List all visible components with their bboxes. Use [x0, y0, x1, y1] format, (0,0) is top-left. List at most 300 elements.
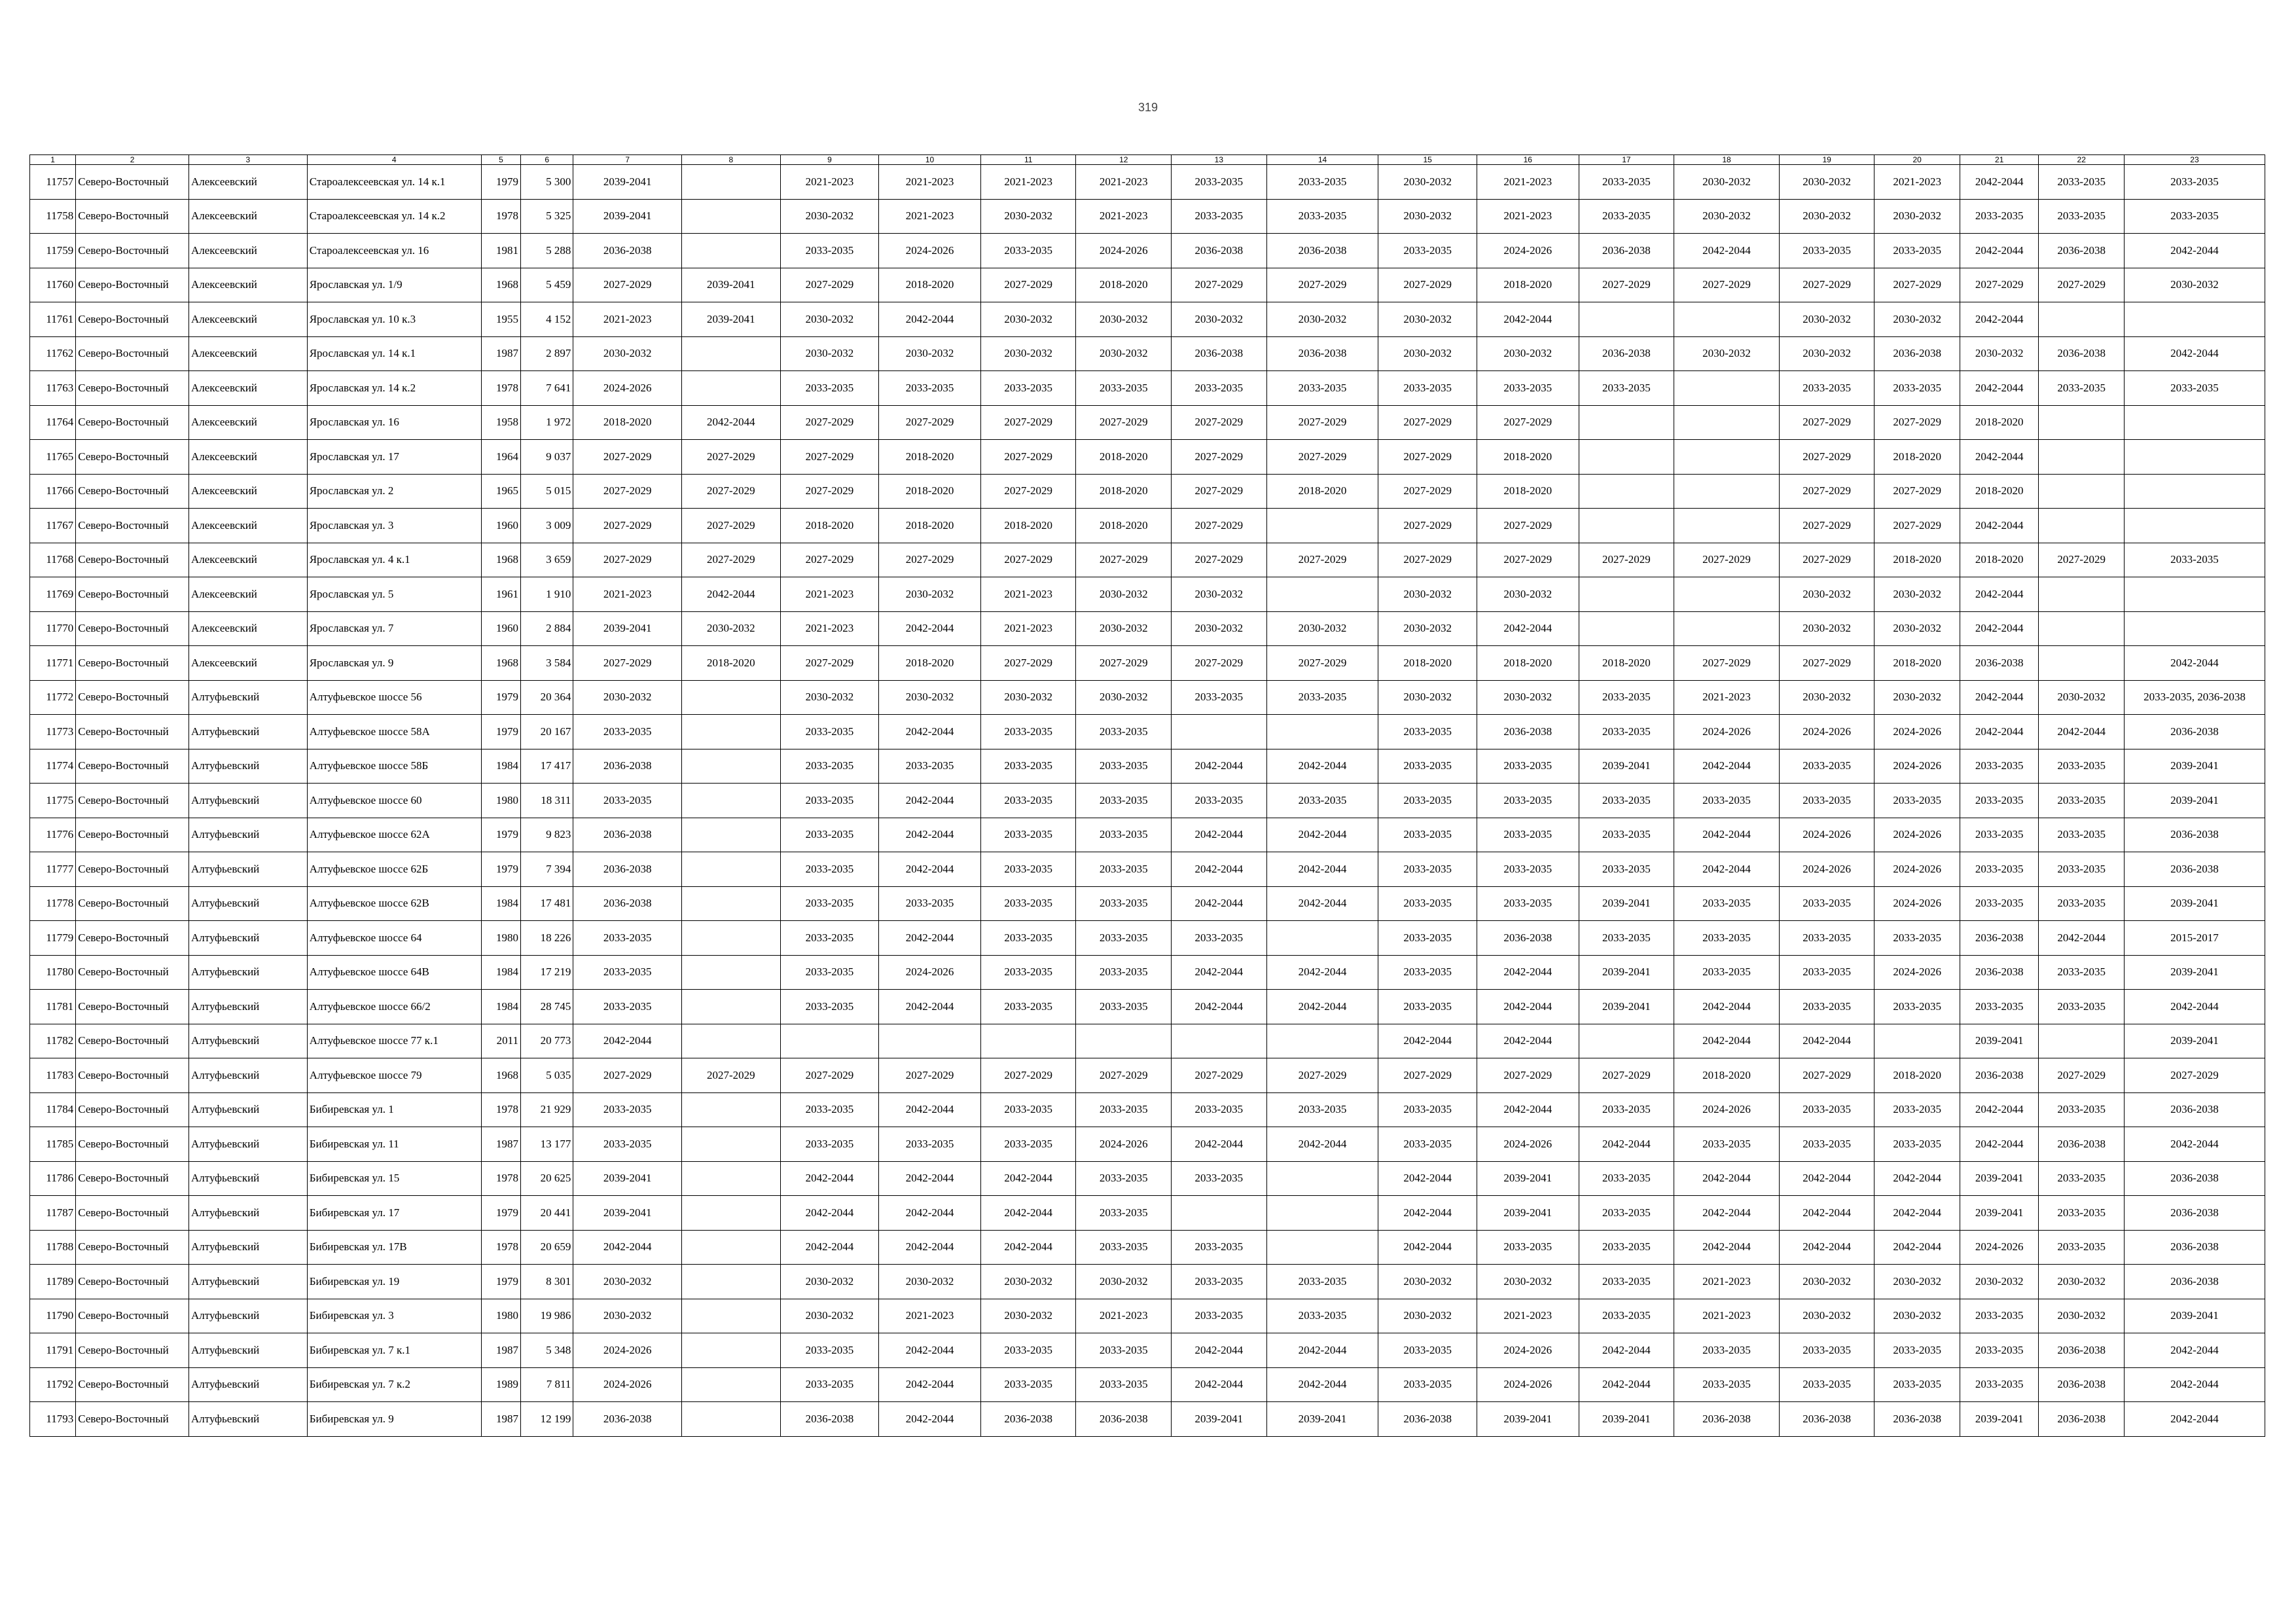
table-cell-col-7: 2036-2038 [573, 749, 682, 784]
table-cell-col-16: 2030-2032 [1477, 680, 1579, 715]
table-cell-col-9: 2042-2044 [780, 1161, 879, 1196]
table-cell-col-21: 2033-2035 [1960, 749, 2038, 784]
table-cell-col-12: 2027-2029 [1076, 405, 1172, 440]
table-cell-col-15: 2033-2035 [1378, 784, 1477, 818]
table-cell-col-8: 2018-2020 [682, 646, 781, 681]
table-cell-col-10: 2042-2044 [879, 1333, 981, 1368]
table-row [30, 1161, 2265, 1196]
table-cell-col-11: 2027-2029 [980, 440, 1076, 475]
table-cell-col-19: 2024-2026 [1779, 715, 1874, 749]
table-cell-col-9: 2018-2020 [780, 509, 879, 543]
table-cell-col-16: 2030-2032 [1477, 336, 1579, 371]
table-cell-col-6: 5 300 [521, 165, 573, 200]
column-number-6: 6 [521, 155, 573, 165]
table-cell-col-12: 2033-2035 [1076, 1367, 1172, 1402]
table-cell-col-14: 2033-2035 [1266, 371, 1378, 406]
table-cell-col-9: 2021-2023 [780, 577, 879, 612]
column-number-19: 19 [1779, 155, 1874, 165]
table-cell-col-18: 2042-2044 [1674, 1024, 1780, 1058]
table-body [30, 165, 2265, 1437]
table-cell-col-21: 2033-2035 [1960, 784, 2038, 818]
table-cell-col-12: 2024-2026 [1076, 234, 1172, 268]
table-cell-col-12: 2033-2035 [1076, 852, 1172, 887]
table-cell-col-15: 2042-2044 [1378, 1024, 1477, 1058]
table-cell-col-9: 2030-2032 [780, 336, 879, 371]
table-cell-col-13: 2030-2032 [1172, 577, 1267, 612]
table-cell-col-5: 1984 [481, 955, 520, 990]
table-cell-col-17: 2033-2035 [1579, 1161, 1674, 1196]
table-cell-col-3: Алтуфьевский [188, 1127, 307, 1162]
table-cell-col-9: 2027-2029 [780, 268, 879, 302]
table-cell-col-4: Алтуфьевское шоссе 56 [307, 680, 481, 715]
table-cell-col-6: 19 986 [521, 1299, 573, 1333]
table-cell-col-21: 2042-2044 [1960, 611, 2038, 646]
table-cell-col-21: 2024-2026 [1960, 1230, 2038, 1265]
table-cell-col-8 [682, 336, 781, 371]
column-number-2: 2 [76, 155, 189, 165]
column-number-14: 14 [1266, 155, 1378, 165]
table-cell-col-9: 2033-2035 [780, 1333, 879, 1368]
table-cell-col-14: 2018-2020 [1266, 474, 1378, 509]
table-cell-col-2: Северо-Восточный [76, 543, 189, 577]
table-cell-col-10: 2021-2023 [879, 165, 981, 200]
table-cell-col-8 [682, 1333, 781, 1368]
table-cell-col-4: Бибиревская ул. 17В [307, 1230, 481, 1265]
table-cell-col-4: Алтуфьевское шоссе 62Б [307, 852, 481, 887]
table-cell-col-11: 2033-2035 [980, 1367, 1076, 1402]
table-cell-col-12: 2021-2023 [1076, 199, 1172, 234]
table-cell-col-6: 20 167 [521, 715, 573, 749]
table-cell-col-21: 2039-2041 [1960, 1402, 2038, 1437]
table-cell-col-18 [1674, 371, 1780, 406]
table-cell-col-13: 2033-2035 [1172, 1299, 1267, 1333]
table-cell-col-18: 2042-2044 [1674, 234, 1780, 268]
table-cell-col-19: 2030-2032 [1779, 302, 1874, 337]
table-cell-col-13: 2033-2035 [1172, 1230, 1267, 1265]
table-cell-col-23 [2124, 611, 2265, 646]
table-row [30, 474, 2265, 509]
table-row [30, 852, 2265, 887]
table-cell-col-8 [682, 371, 781, 406]
table-cell-col-22: 2033-2035 [2039, 199, 2125, 234]
table-cell-col-6: 1 972 [521, 405, 573, 440]
table-cell-col-13: 2027-2029 [1172, 543, 1267, 577]
table-cell-col-8 [682, 680, 781, 715]
column-number-row [30, 155, 2265, 165]
table-cell-col-10: 2024-2026 [879, 955, 981, 990]
table-cell-col-20: 2024-2026 [1874, 818, 1960, 852]
table-cell-col-6: 5 035 [521, 1058, 573, 1093]
table-cell-col-18: 2024-2026 [1674, 1092, 1780, 1127]
table-cell-col-10: 2018-2020 [879, 268, 981, 302]
table-cell-col-19: 2027-2029 [1779, 474, 1874, 509]
table-cell-col-1: 11758 [30, 199, 76, 234]
table-cell-col-13: 2033-2035 [1172, 371, 1267, 406]
table-cell-col-16: 2024-2026 [1477, 234, 1579, 268]
table-cell-col-9: 2033-2035 [780, 715, 879, 749]
table-cell-col-10: 2042-2044 [879, 852, 981, 887]
table-cell-col-18: 2042-2044 [1674, 1230, 1780, 1265]
table-cell-col-14: 2033-2035 [1266, 784, 1378, 818]
table-cell-col-17: 2027-2029 [1579, 1058, 1674, 1093]
table-cell-col-3: Алексеевский [188, 199, 307, 234]
table-cell-col-12 [1076, 1024, 1172, 1058]
table-cell-col-9: 2033-2035 [780, 852, 879, 887]
table-cell-col-1: 11765 [30, 440, 76, 475]
table-cell-col-9 [780, 1024, 879, 1058]
table-cell-col-14: 2027-2029 [1266, 646, 1378, 681]
table-cell-col-5: 1987 [481, 1333, 520, 1368]
table-cell-col-11: 2030-2032 [980, 680, 1076, 715]
table-cell-col-4: Ярославская ул. 5 [307, 577, 481, 612]
table-cell-col-16: 2027-2029 [1477, 543, 1579, 577]
table-cell-col-8: 2042-2044 [682, 577, 781, 612]
table-cell-col-21: 2042-2044 [1960, 371, 2038, 406]
table-cell-col-14: 2042-2044 [1266, 852, 1378, 887]
table-cell-col-15: 2033-2035 [1378, 955, 1477, 990]
table-cell-col-14: 2027-2029 [1266, 440, 1378, 475]
table-cell-col-23: 2039-2041 [2124, 784, 2265, 818]
table-cell-col-8: 2027-2029 [682, 543, 781, 577]
table-cell-col-8: 2027-2029 [682, 474, 781, 509]
table-cell-col-6: 12 199 [521, 1402, 573, 1437]
table-cell-col-21: 2042-2044 [1960, 577, 2038, 612]
table-cell-col-14: 2027-2029 [1266, 405, 1378, 440]
table-cell-col-3: Алтуфьевский [188, 1299, 307, 1333]
table-cell-col-23 [2124, 440, 2265, 475]
table-cell-col-3: Алексеевский [188, 646, 307, 681]
table-cell-col-2: Северо-Восточный [76, 268, 189, 302]
table-cell-col-14 [1266, 921, 1378, 956]
table-cell-col-21: 2027-2029 [1960, 268, 2038, 302]
table-cell-col-14: 2033-2035 [1266, 199, 1378, 234]
table-cell-col-5: 1980 [481, 784, 520, 818]
table-cell-col-9: 2036-2038 [780, 1402, 879, 1437]
table-cell-col-9: 2030-2032 [780, 1299, 879, 1333]
table-cell-col-11: 2027-2029 [980, 543, 1076, 577]
table-cell-col-22: 2042-2044 [2039, 921, 2125, 956]
table-cell-col-6: 20 441 [521, 1196, 573, 1231]
table-row [30, 1058, 2265, 1093]
table-row [30, 921, 2265, 956]
table-cell-col-19: 2033-2035 [1779, 990, 1874, 1024]
table-cell-col-19: 2024-2026 [1779, 818, 1874, 852]
table-cell-col-5: 1979 [481, 852, 520, 887]
table-cell-col-16: 2042-2044 [1477, 1024, 1579, 1058]
table-cell-col-17: 2033-2035 [1579, 1299, 1674, 1333]
table-cell-col-4: Староалексеевская ул. 14 к.2 [307, 199, 481, 234]
table-cell-col-4: Бибиревская ул. 1 [307, 1092, 481, 1127]
table-cell-col-22: 2033-2035 [2039, 818, 2125, 852]
table-cell-col-6: 3 009 [521, 509, 573, 543]
table-cell-col-15: 2030-2032 [1378, 302, 1477, 337]
table-cell-col-2: Северо-Восточный [76, 886, 189, 921]
table-cell-col-4: Ярославская ул. 7 [307, 611, 481, 646]
table-cell-col-14: 2030-2032 [1266, 611, 1378, 646]
table-cell-col-17: 2033-2035 [1579, 199, 1674, 234]
table-row [30, 336, 2265, 371]
table-cell-col-22 [2039, 611, 2125, 646]
table-cell-col-4: Ярославская ул. 16 [307, 405, 481, 440]
table-cell-col-4: Алтуфьевское шоссе 64 [307, 921, 481, 956]
table-cell-col-12: 2030-2032 [1076, 336, 1172, 371]
table-cell-col-12: 2027-2029 [1076, 646, 1172, 681]
table-cell-col-2: Северо-Восточный [76, 234, 189, 268]
table-cell-col-7: 2027-2029 [573, 543, 682, 577]
table-cell-col-10: 2018-2020 [879, 509, 981, 543]
table-cell-col-5: 1980 [481, 921, 520, 956]
table-cell-col-23 [2124, 405, 2265, 440]
table-cell-col-3: Алтуфьевский [188, 1265, 307, 1299]
table-cell-col-18: 2033-2035 [1674, 955, 1780, 990]
table-cell-col-5: 1968 [481, 268, 520, 302]
table-cell-col-19: 2033-2035 [1779, 921, 1874, 956]
table-cell-col-10: 2018-2020 [879, 440, 981, 475]
table-cell-col-5: 1984 [481, 749, 520, 784]
table-cell-col-10: 2027-2029 [879, 1058, 981, 1093]
table-cell-col-15: 2030-2032 [1378, 1265, 1477, 1299]
table-cell-col-14 [1266, 1024, 1378, 1058]
table-cell-col-3: Алтуфьевский [188, 1367, 307, 1402]
table-cell-col-16: 2042-2044 [1477, 1092, 1579, 1127]
table-cell-col-12: 2018-2020 [1076, 509, 1172, 543]
table-cell-col-8 [682, 165, 781, 200]
table-cell-col-2: Северо-Восточный [76, 818, 189, 852]
table-cell-col-5: 1981 [481, 234, 520, 268]
table-cell-col-16: 2018-2020 [1477, 268, 1579, 302]
table-cell-col-3: Алексеевский [188, 336, 307, 371]
table-cell-col-8 [682, 1402, 781, 1437]
table-cell-col-2: Северо-Восточный [76, 1127, 189, 1162]
table-cell-col-1: 11793 [30, 1402, 76, 1437]
table-cell-col-19: 2042-2044 [1779, 1196, 1874, 1231]
table-cell-col-8: 2039-2041 [682, 302, 781, 337]
table-cell-col-11: 2033-2035 [980, 371, 1076, 406]
table-cell-col-13: 2042-2044 [1172, 886, 1267, 921]
table-cell-col-20: 2024-2026 [1874, 886, 1960, 921]
table-cell-col-15: 2033-2035 [1378, 1127, 1477, 1162]
table-cell-col-14: 2039-2041 [1266, 1402, 1378, 1437]
table-cell-col-5: 1960 [481, 509, 520, 543]
table-cell-col-6: 4 152 [521, 302, 573, 337]
table-row [30, 646, 2265, 681]
table-cell-col-18: 2042-2044 [1674, 818, 1780, 852]
table-cell-col-7: 2039-2041 [573, 1196, 682, 1231]
table-cell-col-2: Северо-Восточный [76, 165, 189, 200]
table-cell-col-7: 2027-2029 [573, 440, 682, 475]
table-cell-col-11: 2033-2035 [980, 990, 1076, 1024]
table-cell-col-16: 2027-2029 [1477, 509, 1579, 543]
table-cell-col-21: 2042-2044 [1960, 509, 2038, 543]
table-cell-col-19: 2033-2035 [1779, 784, 1874, 818]
table-cell-col-3: Алтуфьевский [188, 784, 307, 818]
table-cell-col-1: 11780 [30, 955, 76, 990]
table-row [30, 886, 2265, 921]
table-cell-col-14: 2042-2044 [1266, 1333, 1378, 1368]
table-cell-col-8 [682, 886, 781, 921]
table-cell-col-13: 2042-2044 [1172, 749, 1267, 784]
table-cell-col-10: 2033-2035 [879, 886, 981, 921]
table-cell-col-4: Бибиревская ул. 17 [307, 1196, 481, 1231]
table-cell-col-18: 2033-2035 [1674, 1333, 1780, 1368]
table-cell-col-17: 2039-2041 [1579, 1402, 1674, 1437]
table-cell-col-14 [1266, 1196, 1378, 1231]
table-cell-col-17: 2033-2035 [1579, 1092, 1674, 1127]
table-cell-col-13: 2033-2035 [1172, 1161, 1267, 1196]
table-cell-col-11: 2030-2032 [980, 302, 1076, 337]
table-cell-col-16: 2018-2020 [1477, 646, 1579, 681]
table-cell-col-7: 2042-2044 [573, 1024, 682, 1058]
table-cell-col-19: 2027-2029 [1779, 405, 1874, 440]
table-cell-col-2: Северо-Восточный [76, 990, 189, 1024]
table-cell-col-11: 2036-2038 [980, 1402, 1076, 1437]
table-cell-col-2: Северо-Восточный [76, 336, 189, 371]
table-cell-col-13: 2027-2029 [1172, 509, 1267, 543]
table-cell-col-9: 2033-2035 [780, 1367, 879, 1402]
table-cell-col-13: 2033-2035 [1172, 1265, 1267, 1299]
table-cell-col-8 [682, 1196, 781, 1231]
table-cell-col-21: 2018-2020 [1960, 543, 2038, 577]
table-cell-col-16: 2039-2041 [1477, 1402, 1579, 1437]
table-cell-col-19: 2033-2035 [1779, 234, 1874, 268]
table-cell-col-17: 2033-2035 [1579, 1230, 1674, 1265]
table-cell-col-13: 2030-2032 [1172, 302, 1267, 337]
table-cell-col-4: Ярославская ул. 10 к.3 [307, 302, 481, 337]
table-cell-col-7: 2021-2023 [573, 577, 682, 612]
table-cell-col-20: 2024-2026 [1874, 852, 1960, 887]
table-cell-col-15: 2027-2029 [1378, 543, 1477, 577]
column-number-22: 22 [2039, 155, 2125, 165]
table-cell-col-2: Северо-Восточный [76, 199, 189, 234]
table-cell-col-1: 11776 [30, 818, 76, 852]
table-cell-col-12: 2033-2035 [1076, 886, 1172, 921]
table-cell-col-12: 2018-2020 [1076, 440, 1172, 475]
table-cell-col-9: 2033-2035 [780, 921, 879, 956]
table-cell-col-20: 2030-2032 [1874, 611, 1960, 646]
table-cell-col-19: 2027-2029 [1779, 440, 1874, 475]
table-cell-col-2: Северо-Восточный [76, 1024, 189, 1058]
table-cell-col-7: 2024-2026 [573, 1333, 682, 1368]
table-cell-col-13: 2033-2035 [1172, 784, 1267, 818]
table-cell-col-18: 2033-2035 [1674, 921, 1780, 956]
table-cell-col-12: 2021-2023 [1076, 165, 1172, 200]
table-cell-col-3: Алтуфьевский [188, 1092, 307, 1127]
table-cell-col-7: 2039-2041 [573, 165, 682, 200]
table-cell-col-6: 18 311 [521, 784, 573, 818]
table-cell-col-11: 2021-2023 [980, 165, 1076, 200]
table-cell-col-5: 1984 [481, 990, 520, 1024]
table-row [30, 818, 2265, 852]
table-cell-col-3: Алтуфьевский [188, 955, 307, 990]
table-cell-col-4: Ярославская ул. 4 к.1 [307, 543, 481, 577]
table-cell-col-5: 1979 [481, 818, 520, 852]
table-cell-col-23 [2124, 302, 2265, 337]
table-cell-col-23: 2027-2029 [2124, 1058, 2265, 1093]
table-cell-col-2: Северо-Восточный [76, 1333, 189, 1368]
table-row [30, 405, 2265, 440]
table-cell-col-6: 5 348 [521, 1333, 573, 1368]
table-cell-col-22 [2039, 1024, 2125, 1058]
table-cell-col-8: 2027-2029 [682, 440, 781, 475]
table-cell-col-19: 2027-2029 [1779, 1058, 1874, 1093]
table-cell-col-21: 2042-2044 [1960, 680, 2038, 715]
table-cell-col-11: 2030-2032 [980, 199, 1076, 234]
table-cell-col-8 [682, 199, 781, 234]
table-cell-col-15: 2036-2038 [1378, 1402, 1477, 1437]
table-cell-col-10: 2042-2044 [879, 818, 981, 852]
table-cell-col-5: 1978 [481, 199, 520, 234]
table-cell-col-20: 2033-2035 [1874, 1367, 1960, 1402]
table-cell-col-18 [1674, 302, 1780, 337]
table-cell-col-22: 2033-2035 [2039, 1230, 2125, 1265]
table-row [30, 302, 2265, 337]
column-number-4: 4 [307, 155, 481, 165]
table-row [30, 1092, 2265, 1127]
table-cell-col-15: 2027-2029 [1378, 1058, 1477, 1093]
table-cell-col-7: 2027-2029 [573, 646, 682, 681]
table-cell-col-9: 2027-2029 [780, 1058, 879, 1093]
table-cell-col-12: 2030-2032 [1076, 577, 1172, 612]
table-cell-col-2: Северо-Восточный [76, 680, 189, 715]
table-cell-col-12: 2018-2020 [1076, 268, 1172, 302]
table-cell-col-12: 2033-2035 [1076, 921, 1172, 956]
table-cell-col-18: 2024-2026 [1674, 715, 1780, 749]
table-cell-col-21: 2042-2044 [1960, 165, 2038, 200]
column-number-15: 15 [1378, 155, 1477, 165]
table-row [30, 680, 2265, 715]
table-row [30, 165, 2265, 200]
table-cell-col-6: 17 417 [521, 749, 573, 784]
table-cell-col-18: 2030-2032 [1674, 336, 1780, 371]
table-cell-col-20: 2027-2029 [1874, 509, 1960, 543]
table-row [30, 1333, 2265, 1368]
table-cell-col-23: 2033-2035 [2124, 371, 2265, 406]
table-cell-col-11: 2033-2035 [980, 921, 1076, 956]
table-cell-col-15: 2033-2035 [1378, 886, 1477, 921]
table-cell-col-23: 2036-2038 [2124, 1161, 2265, 1196]
table-cell-col-13: 2033-2035 [1172, 680, 1267, 715]
table-cell-col-20 [1874, 1024, 1960, 1058]
table-cell-col-10: 2027-2029 [879, 405, 981, 440]
table-cell-col-2: Северо-Восточный [76, 1367, 189, 1402]
table-cell-col-13: 2042-2044 [1172, 1127, 1267, 1162]
table-cell-col-8 [682, 1299, 781, 1333]
table-cell-col-16: 2036-2038 [1477, 921, 1579, 956]
table-cell-col-3: Алтуфьевский [188, 1333, 307, 1368]
table-cell-col-22: 2036-2038 [2039, 1402, 2125, 1437]
table-cell-col-23: 2042-2044 [2124, 1127, 2265, 1162]
table-cell-col-22: 2027-2029 [2039, 543, 2125, 577]
table-cell-col-10: 2030-2032 [879, 577, 981, 612]
table-cell-col-18: 2042-2044 [1674, 1196, 1780, 1231]
table-cell-col-21: 2030-2032 [1960, 336, 2038, 371]
table-cell-col-20: 2042-2044 [1874, 1196, 1960, 1231]
table-cell-col-7: 2036-2038 [573, 852, 682, 887]
table-cell-col-2: Северо-Восточный [76, 1299, 189, 1333]
table-cell-col-20: 2042-2044 [1874, 1161, 1960, 1196]
table-cell-col-7: 2039-2041 [573, 611, 682, 646]
table-cell-col-13: 2033-2035 [1172, 199, 1267, 234]
table-cell-col-17 [1579, 474, 1674, 509]
table-cell-col-10: 2042-2044 [879, 1230, 981, 1265]
table-cell-col-7: 2033-2035 [573, 1127, 682, 1162]
table-cell-col-6: 9 037 [521, 440, 573, 475]
table-cell-col-5: 1979 [481, 1196, 520, 1231]
table-cell-col-6: 5 015 [521, 474, 573, 509]
table-cell-col-5: 2011 [481, 1024, 520, 1058]
table-cell-col-14: 2033-2035 [1266, 1092, 1378, 1127]
column-number-23: 23 [2124, 155, 2265, 165]
